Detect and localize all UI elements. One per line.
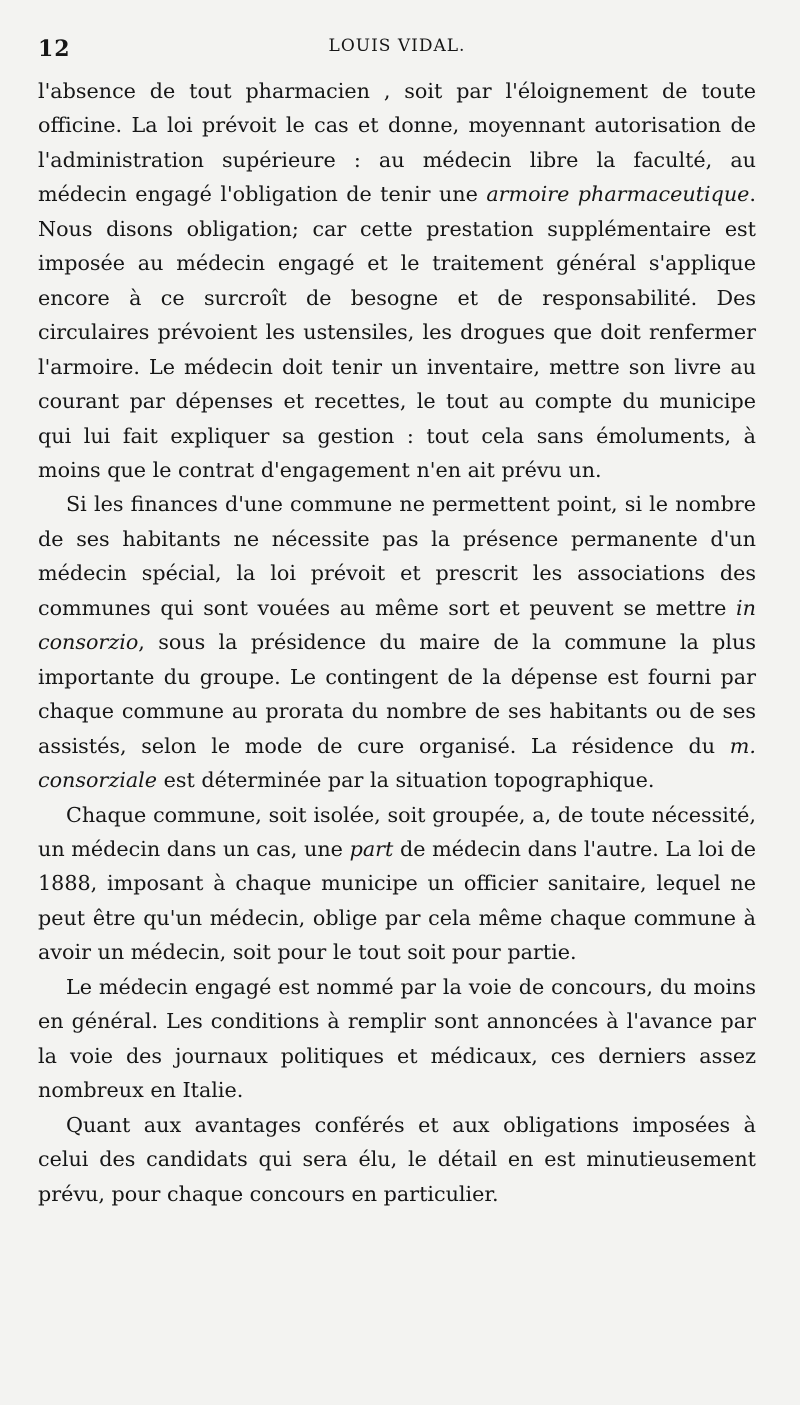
text-segment: est déterminée par la situation topographique. [157,768,655,793]
italic-segment: armoire pharmaceutique [486,182,750,207]
paragraph-3 [38,798,756,970]
paragraph-4 [38,970,756,1108]
body-text [38,74,756,1211]
paragraph-1 [38,74,756,487]
text-segment: l'absence de tout pharmacien , soit par l'éloignement de toute officine. La loi prévoit le cas et donne, moyennant autorisation de l'administration supérieure : au médecin libre la faculté, au médecin engagé l'obligation de tenir une [38,79,756,207]
text-segment: . Nous disons obligation; car cette prestation supplémentaire est imposée au médecin engagé et le traitement général s'applique encore à ce surcroît de besogne et de responsabilité. Des circulaires prévoient les ustensiles, les drogues que doit renfermer l'armoire. Le médecin doit tenir un inventaire, mettre son livre au courant par dépenses et recettes, le tout au compte du municipe qui lui fait expliquer sa gestion : tout cela sans émoluments, à moins que le contrat d'engagement n'en ait prévu un. [38,182,756,482]
text-segment: , sous la présidence du maire de la commune la plus importante du groupe. Le contingent de la dépense est fourni par chaque commune au prorata du nombre de ses habitants ou de ses assistés, selon le mode de cure organisé. La résidence du [38,630,756,758]
italic-segment: part [349,836,394,861]
text-segment: Quant aux avantages conférés et aux obligations imposées à celui des candidats qui sera élu, le détail en est minutieusement prévu, pour chaque concours en particulier. [38,1112,756,1206]
italic-segment: m. consorziale [38,733,756,793]
text-segment: Chaque commune, soit isolée, soit groupée, a, de toute nécessité, un médecin dans un cas, une [38,802,756,861]
page-number: 12 [38,36,71,62]
text-segment: de médecin dans l'autre. La loi de 1888, imposant à chaque municipe un officier sanitaire, lequel ne peut être qu'un médecin, oblige par cela même chaque commune à avoir un médecin, soit pour le tout soit pour partie. [38,836,756,965]
running-title: LOUIS VIDAL. [328,36,466,56]
paragraph-2 [38,487,756,797]
text-segment: Si les finances d'une commune ne permettent point, si le nombre de ses habitants ne nécessite pas la présence permanente d'un médecin spécial, la loi prévoit et prescrit les associations des communes qui sont vouées au même sort et peuvent se mettre [38,492,756,620]
italic-segment: in consorzio [38,595,756,655]
page-header [38,30,756,70]
text-segment: Le médecin engagé est nommé par la voie de concours, du moins en général. Les conditions à remplir sont annoncées à l'avance par la voie des journaux politiques et médicaux, ces derniers assez nombreux en Italie. [38,974,756,1103]
paragraph-5 [38,1108,756,1211]
